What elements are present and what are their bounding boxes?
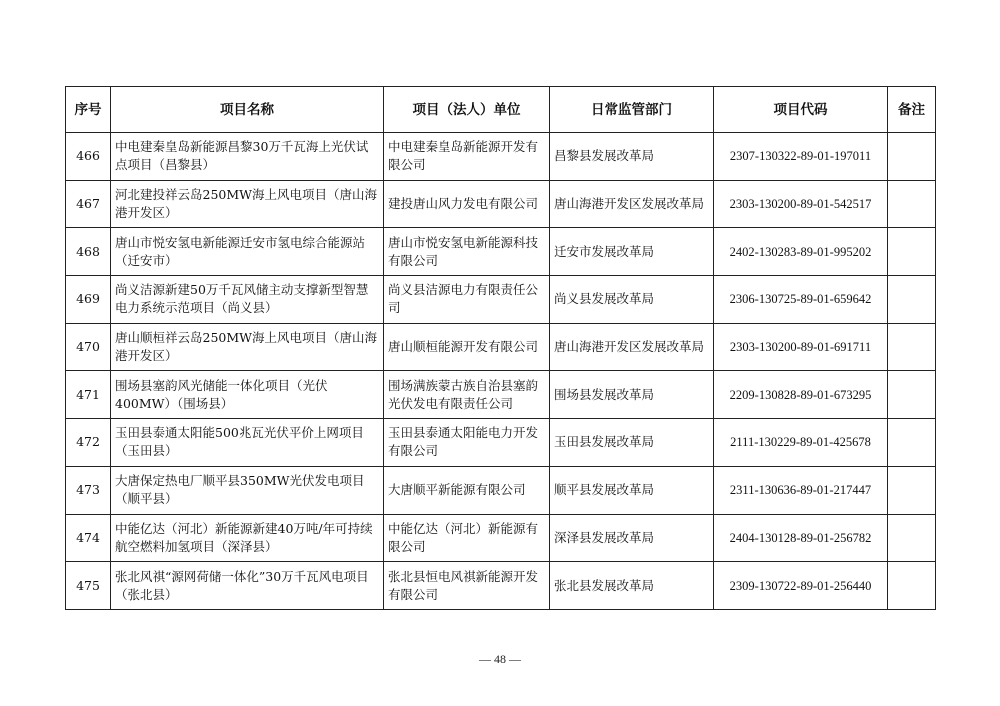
header-code: 项目代码: [714, 87, 888, 133]
cell-note: [888, 228, 936, 276]
cell-project-name: 中电建秦皇岛新能源昌黎30万千瓦海上光伏试点项目（昌黎县）: [111, 133, 384, 181]
table-row: [66, 371, 936, 419]
cell-num: 473: [66, 466, 111, 514]
table-row: [66, 133, 936, 181]
cell-code: 2311-130636-89-01-217447: [714, 466, 888, 514]
cell-dept: 迁安市发展改革局: [550, 228, 714, 276]
cell-note: [888, 133, 936, 181]
cell-dept: 围场县发展改革局: [550, 371, 714, 419]
cell-dept: 深泽县发展改革局: [550, 514, 714, 562]
cell-num: 467: [66, 180, 111, 228]
cell-num: 470: [66, 323, 111, 371]
table-row: [66, 228, 936, 276]
table-row: [66, 466, 936, 514]
cell-unit: 玉田县泰通太阳能电力开发有限公司: [384, 419, 550, 467]
header-num: 序号: [66, 87, 111, 133]
cell-dept: 唐山海港开发区发展改革局: [550, 323, 714, 371]
cell-code: 2404-130128-89-01-256782: [714, 514, 888, 562]
cell-project-name: 尚义洁源新建50万千瓦风储主动支撑新型智慧电力系统示范项目（尚义县）: [111, 276, 384, 324]
header-name: 项目名称: [111, 87, 384, 133]
cell-num: 469: [66, 276, 111, 324]
cell-dept: 张北县发展改革局: [550, 562, 714, 610]
cell-num: 472: [66, 419, 111, 467]
cell-unit: 唐山市悦安氢电新能源科技有限公司: [384, 228, 550, 276]
cell-code: 2402-130283-89-01-995202: [714, 228, 888, 276]
cell-num: 468: [66, 228, 111, 276]
cell-unit: 唐山顺桓能源开发有限公司: [384, 323, 550, 371]
cell-dept: 顺平县发展改革局: [550, 466, 714, 514]
cell-project-name: 大唐保定热电厂顺平县350MW光伏发电项目（顺平县）: [111, 466, 384, 514]
cell-project-name: 河北建投祥云岛250MW海上风电项目（唐山海港开发区）: [111, 180, 384, 228]
cell-project-name: 张北风祺“源网荷储一体化”30万千瓦风电项目（张北县）: [111, 562, 384, 610]
cell-note: [888, 180, 936, 228]
cell-num: 474: [66, 514, 111, 562]
cell-unit: 张北县恒电风祺新能源开发有限公司: [384, 562, 550, 610]
cell-note: [888, 371, 936, 419]
cell-unit: 大唐顺平新能源有限公司: [384, 466, 550, 514]
table-row: [66, 419, 936, 467]
page-number: — 48 —: [479, 652, 521, 666]
cell-num: 466: [66, 133, 111, 181]
cell-unit: 中电建秦皇岛新能源开发有限公司: [384, 133, 550, 181]
cell-dept: 尚义县发展改革局: [550, 276, 714, 324]
header-note: 备注: [888, 87, 936, 133]
cell-project-name: 玉田县泰通太阳能500兆瓦光伏平价上网项目（玉田县）: [111, 419, 384, 467]
cell-project-name: 唐山市悦安氢电新能源迁安市氢电综合能源站（迁安市）: [111, 228, 384, 276]
cell-code: 2309-130722-89-01-256440: [714, 562, 888, 610]
cell-unit: 中能亿达（河北）新能源有限公司: [384, 514, 550, 562]
cell-note: [888, 562, 936, 610]
cell-note: [888, 276, 936, 324]
cell-code: 2303-130200-89-01-691711: [714, 323, 888, 371]
cell-unit: 建投唐山风力发电有限公司: [384, 180, 550, 228]
cell-note: [888, 514, 936, 562]
table-header-row: [66, 87, 936, 133]
cell-num: 471: [66, 371, 111, 419]
table-row: [66, 514, 936, 562]
table-row: [66, 562, 936, 610]
cell-project-name: 围场县塞韵风光储能一体化项目（光伏400MW）（围场县）: [111, 371, 384, 419]
cell-code: 2307-130322-89-01-197011: [714, 133, 888, 181]
table-row: [66, 323, 936, 371]
cell-project-name: 唐山顺桓祥云岛250MW海上风电项目（唐山海港开发区）: [111, 323, 384, 371]
cell-note: [888, 419, 936, 467]
header-unit: 项目（法人）单位: [384, 87, 550, 133]
cell-code: 2209-130828-89-01-673295: [714, 371, 888, 419]
cell-unit: 围场满族蒙古族自治县塞韵光伏发电有限责任公司: [384, 371, 550, 419]
cell-unit: 尚义县洁源电力有限责任公司: [384, 276, 550, 324]
cell-dept: 玉田县发展改革局: [550, 419, 714, 467]
cell-project-name: 中能亿达（河北）新能源新建40万吨/年可持续航空燃料加氢项目（深泽县）: [111, 514, 384, 562]
cell-code: 2111-130229-89-01-425678: [714, 419, 888, 467]
cell-dept: 唐山海港开发区发展改革局: [550, 180, 714, 228]
cell-dept: 昌黎县发展改革局: [550, 133, 714, 181]
project-table: [65, 86, 936, 610]
header-dept: 日常监管部门: [550, 87, 714, 133]
table-row: [66, 276, 936, 324]
cell-note: [888, 466, 936, 514]
cell-num: 475: [66, 562, 111, 610]
cell-code: 2306-130725-89-01-659642: [714, 276, 888, 324]
table-row: [66, 180, 936, 228]
cell-note: [888, 323, 936, 371]
cell-code: 2303-130200-89-01-542517: [714, 180, 888, 228]
